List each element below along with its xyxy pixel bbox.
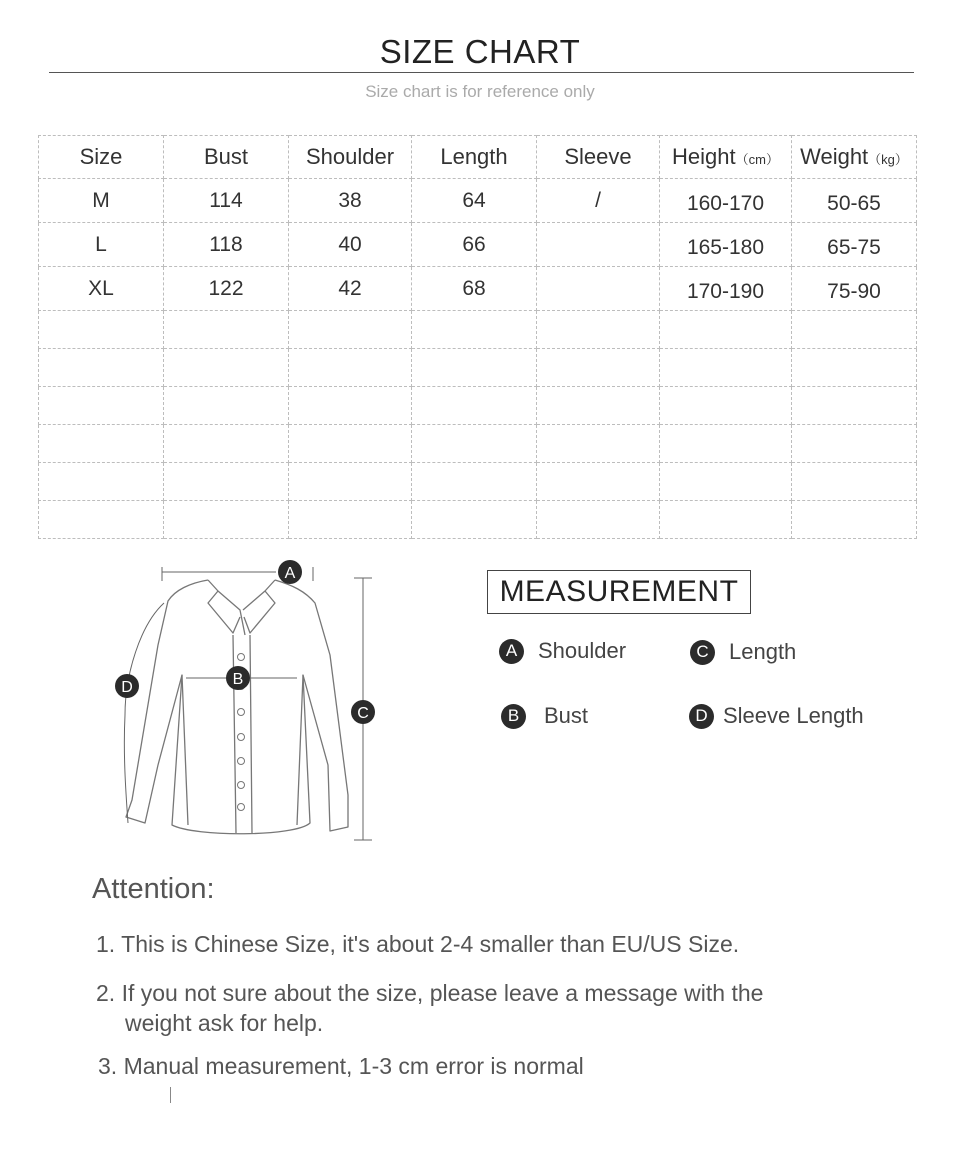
table-cell: L <box>39 223 164 267</box>
table-cell: 42 <box>289 267 412 311</box>
marker-a-icon <box>278 560 302 584</box>
table-cell: 64 <box>412 179 537 223</box>
text-cursor-mark <box>170 1087 171 1103</box>
legend-item-bust <box>501 703 588 729</box>
marker-d-icon: D <box>689 704 714 729</box>
table-cell <box>537 387 660 425</box>
table-cell <box>537 463 660 501</box>
table-row <box>39 425 917 463</box>
column-header-sleeve: Sleeve <box>537 136 660 179</box>
table-cell <box>792 311 917 349</box>
table-cell: 165-180 <box>660 223 792 267</box>
table-cell <box>792 387 917 425</box>
legend-label-shoulder: Shoulder <box>538 638 627 663</box>
table-cell <box>660 501 792 539</box>
table-cell <box>412 501 537 539</box>
table-cell <box>289 387 412 425</box>
table-cell <box>289 349 412 387</box>
title-divider <box>49 72 914 73</box>
note-text: This is Chinese Size, it's about 2-4 smaller than EU/US Size. <box>121 931 740 957</box>
table-cell <box>412 387 537 425</box>
table-cell: 75-90 <box>792 267 917 311</box>
table-row <box>39 267 917 311</box>
attention-note-3 <box>98 1051 584 1081</box>
table-row <box>39 223 917 267</box>
attention-note-2-continued <box>125 1008 323 1038</box>
table-cell <box>164 349 289 387</box>
table-cell: 68 <box>412 267 537 311</box>
table-cell: M <box>39 179 164 223</box>
marker-a-icon: A <box>499 639 524 664</box>
table-cell: 66 <box>412 223 537 267</box>
marker-b-label: B <box>232 671 244 688</box>
note-number: 3. <box>98 1053 118 1079</box>
table-row <box>39 463 917 501</box>
attention-note-2 <box>96 978 763 1008</box>
column-header-shoulder: Shoulder <box>289 136 412 179</box>
attention-heading: Attention: <box>92 873 215 905</box>
size-table <box>38 135 917 539</box>
marker-b-icon: B <box>501 704 526 729</box>
column-header-bust: Bust <box>164 136 289 179</box>
table-row <box>39 387 917 425</box>
table-cell <box>164 387 289 425</box>
table-body <box>39 179 917 539</box>
column-unit: （cm） <box>735 152 779 167</box>
note-text: Manual measurement, 1-3 cm error is normal <box>123 1053 584 1079</box>
table-cell <box>537 223 660 267</box>
table-cell: 38 <box>289 179 412 223</box>
table-cell <box>660 463 792 501</box>
table-cell: 170-190 <box>660 267 792 311</box>
legend-item-shoulder <box>499 638 626 664</box>
table-cell <box>164 425 289 463</box>
table-cell <box>537 311 660 349</box>
table-cell <box>792 463 917 501</box>
table-row <box>39 179 917 223</box>
table-cell <box>537 349 660 387</box>
table-cell <box>412 425 537 463</box>
table-header-row <box>39 136 917 179</box>
column-unit: （kg） <box>868 152 908 167</box>
table-cell <box>39 425 164 463</box>
table-cell <box>39 349 164 387</box>
table-cell <box>39 501 164 539</box>
column-header-length: Length <box>412 136 537 179</box>
table-cell: 114 <box>164 179 289 223</box>
legend-label-bust: Bust <box>544 703 589 728</box>
size-chart-title: SIZE CHART <box>379 33 581 70</box>
legend-label-length: Length <box>729 639 797 664</box>
table-row <box>39 311 917 349</box>
attention-note-1 <box>96 929 739 959</box>
table-cell <box>289 463 412 501</box>
marker-c-label: C <box>357 705 369 722</box>
legend-label-sleeve-length: Sleeve Length <box>723 703 864 728</box>
table-cell <box>289 311 412 349</box>
table-cell <box>289 425 412 463</box>
table-cell <box>39 463 164 501</box>
column-header-size: Size <box>39 136 164 179</box>
column-header-weight: Weight（kg） <box>792 136 917 179</box>
legend-item-sleeve-length <box>689 703 864 729</box>
table-cell <box>39 387 164 425</box>
table-cell <box>289 501 412 539</box>
marker-c-icon <box>351 700 375 724</box>
marker-d-icon <box>115 674 139 698</box>
table-cell <box>164 501 289 539</box>
table-cell: 118 <box>164 223 289 267</box>
column-header-height: Height（cm） <box>660 136 792 179</box>
table-cell <box>537 425 660 463</box>
note-number: 2. <box>96 980 116 1006</box>
marker-c-icon: C <box>690 640 715 665</box>
reference-note: Size chart is for reference only <box>365 82 595 101</box>
marker-a-label: A <box>284 565 296 582</box>
table-cell <box>660 387 792 425</box>
note-text: If you not sure about the size, please leave a message with the <box>121 980 764 1006</box>
table-cell <box>792 349 917 387</box>
table-cell: XL <box>39 267 164 311</box>
table-cell <box>412 463 537 501</box>
table-cell <box>412 311 537 349</box>
table-cell <box>660 349 792 387</box>
table-cell <box>792 425 917 463</box>
table-cell <box>537 267 660 311</box>
table-cell <box>39 311 164 349</box>
table-cell <box>660 311 792 349</box>
table-cell: 40 <box>289 223 412 267</box>
note-text: weight ask for help. <box>125 1010 324 1036</box>
table-cell: 122 <box>164 267 289 311</box>
table-cell: 160-170 <box>660 179 792 223</box>
table-cell: / <box>537 179 660 223</box>
legend-item-length <box>690 639 796 665</box>
table-cell <box>164 311 289 349</box>
measurement-title: MEASUREMENT <box>487 570 751 614</box>
note-number: 1. <box>96 931 116 957</box>
table-row <box>39 501 917 539</box>
table-cell: 65-75 <box>792 223 917 267</box>
marker-d-label: D <box>121 679 133 696</box>
table-cell <box>412 349 537 387</box>
table-cell <box>792 501 917 539</box>
table-row <box>39 349 917 387</box>
table-cell <box>164 463 289 501</box>
table-cell <box>537 501 660 539</box>
shirt-measurement-diagram <box>100 555 400 855</box>
table-cell: 50-65 <box>792 179 917 223</box>
marker-b-icon <box>226 666 250 690</box>
table-cell <box>660 425 792 463</box>
